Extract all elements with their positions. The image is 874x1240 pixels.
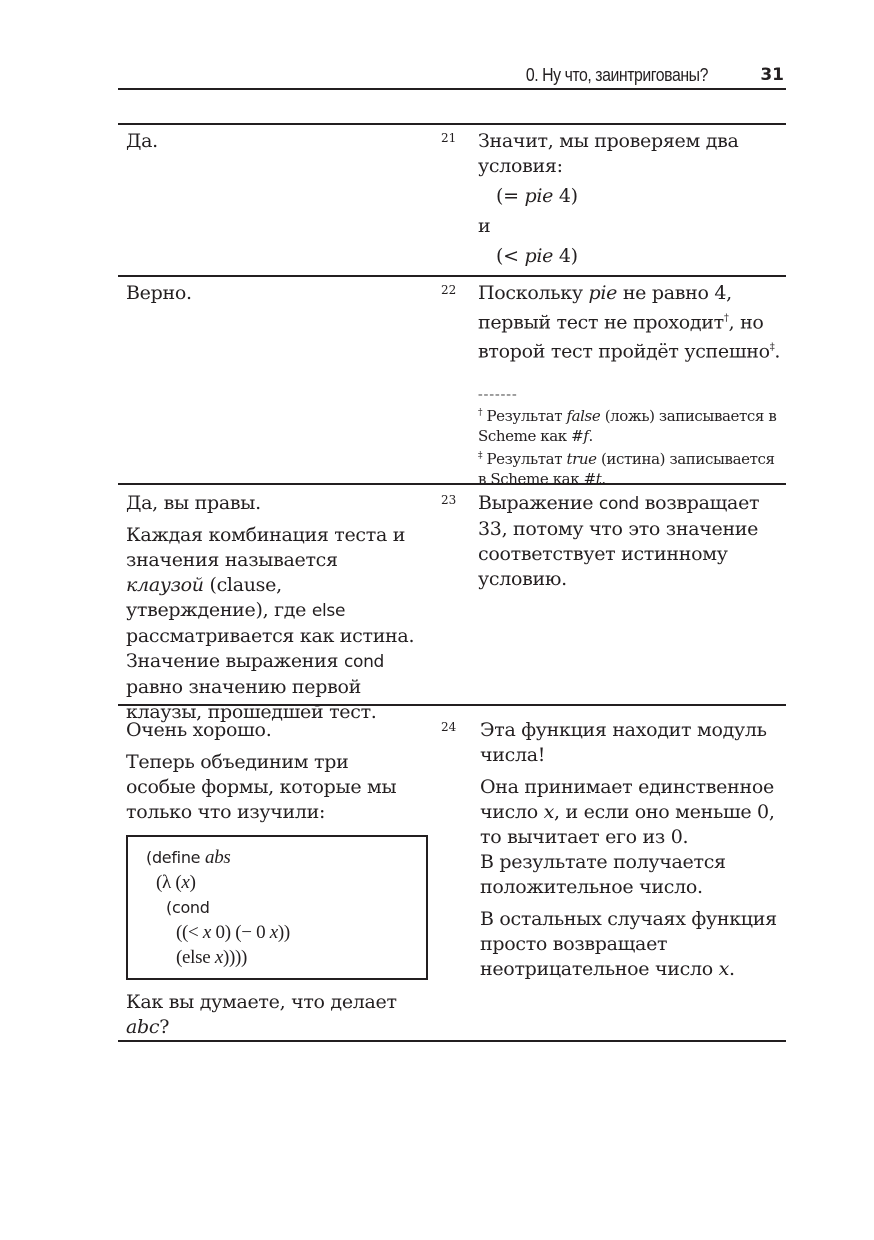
frame-22 xyxy=(118,275,786,488)
dialogue-table xyxy=(118,123,786,1042)
question-text: Очень хорошо. xyxy=(126,719,272,741)
frame-22-question xyxy=(126,281,421,306)
question-text: Да, вы правы. xyxy=(126,492,261,514)
code-line: (λ (x) xyxy=(156,872,196,893)
frame-21-question xyxy=(126,129,421,154)
frame-number: 23 xyxy=(441,493,457,507)
question-text: Верно. xyxy=(126,282,192,304)
page-header xyxy=(118,64,786,90)
answer-text: Выражение cond возвращает 33, потому что это значение соответствует истинному условию. xyxy=(478,492,760,590)
code-line: (else x)))) xyxy=(176,947,248,968)
footnote-true: ‡ Результат true (истина) записывается в Scheme как #t. xyxy=(478,449,775,488)
footnote-separator: ------- xyxy=(478,386,518,402)
code-expr: (= pie 4) xyxy=(496,185,578,207)
frame-number: 24 xyxy=(441,720,457,734)
answer-text: Она принимает единственное число x, и если оно меньше 0, то вычитает его из 0. xyxy=(480,776,775,848)
frame-23 xyxy=(118,483,786,723)
answer-text: В остальных случаях функция просто возвращает неотрицательное число x. xyxy=(480,908,777,980)
frame-21-answer xyxy=(478,129,783,269)
answer-text: Эта функция находит модуль числа! xyxy=(480,719,767,766)
code-block xyxy=(126,835,428,980)
chapter-title: 0. Ну что, заинтригованы? xyxy=(525,65,708,85)
code-keyword: cond xyxy=(343,652,385,672)
explanation-text: Теперь объединим три особые формы, которые мы только что изучили: xyxy=(126,751,397,823)
code-keyword: else xyxy=(311,601,346,621)
code-line: (define abs xyxy=(146,847,231,868)
explanation-text: Каждая комбинация теста и значения называется клаузой (clause, утверждение), где else рассматривается как истина. Значение выражения cond равно значению первой клаузы, прошедшей тест. xyxy=(126,524,415,723)
frame-21 xyxy=(118,123,786,275)
conjunction: и xyxy=(478,215,491,237)
frame-22-answer xyxy=(478,281,783,489)
frame-number: 22 xyxy=(441,283,457,297)
frame-24-answer xyxy=(480,718,785,982)
answer-text: Поскольку pie не равно 4, первый тест не проходит†, но второй тест пройдёт успешно‡. xyxy=(478,282,781,363)
frame-23-answer xyxy=(478,491,783,592)
answer-text: Значит, мы проверяем два условия: xyxy=(478,130,739,177)
answer-text: В результате получается положительное число. xyxy=(480,851,726,898)
footnote-false: † Результат false (ложь) записывается в Scheme как #f. xyxy=(478,406,777,445)
question-text: Как вы думаете, что делает abc? xyxy=(126,991,397,1038)
code-line: ((< x 0) (− 0 x)) xyxy=(176,922,290,943)
frame-number: 21 xyxy=(441,131,457,145)
code-keyword: cond xyxy=(598,494,640,514)
code-expr: (< pie 4) xyxy=(496,245,578,267)
page-number: 31 xyxy=(760,65,784,85)
frame-24-question xyxy=(126,718,421,1040)
frame-23-question xyxy=(126,491,421,725)
frame-24 xyxy=(118,704,786,1042)
question-text: Да. xyxy=(126,130,158,152)
code-line: (cond xyxy=(166,898,210,917)
